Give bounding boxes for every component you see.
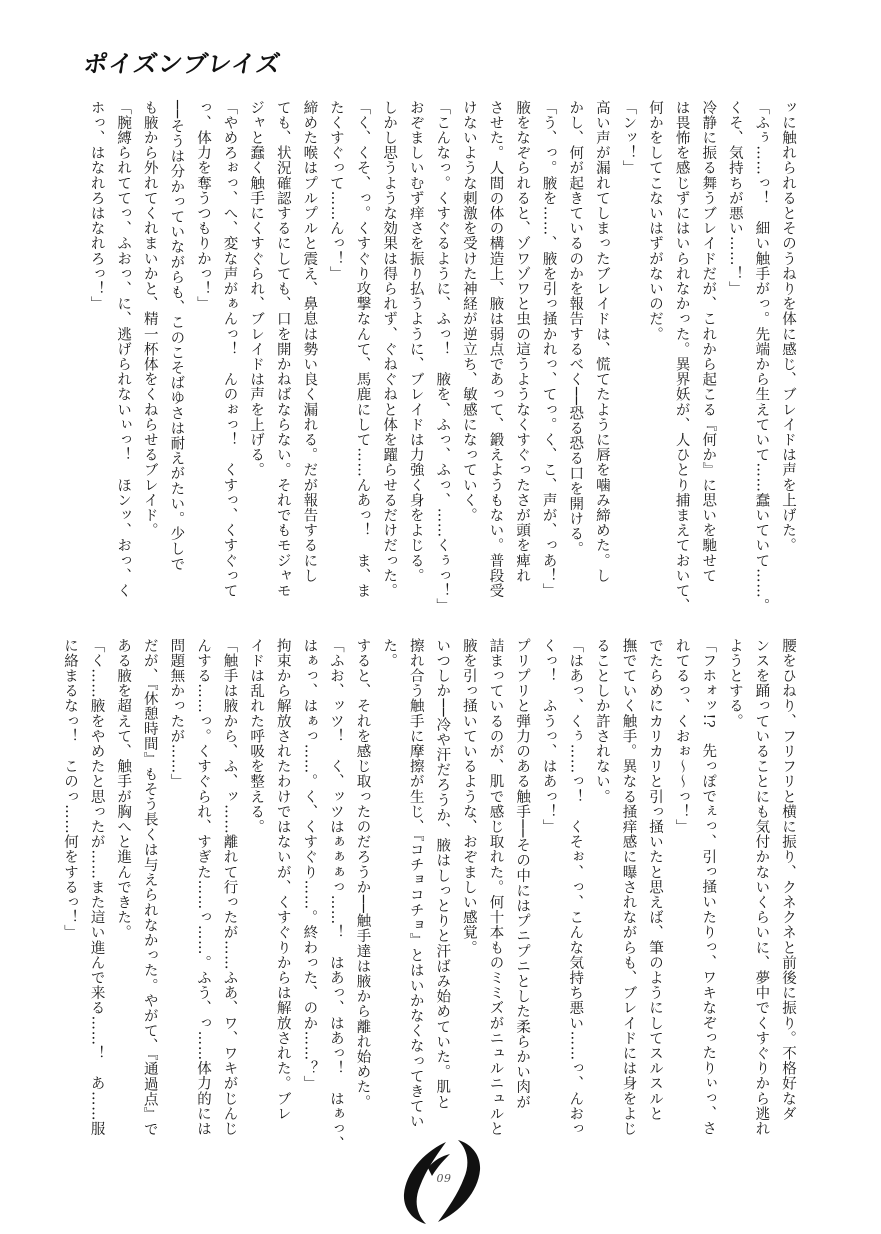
text-line: でたらめにカリカリと引っ掻いたと思えば、筆のようにしてスルスルと [647,638,664,1122]
text-line: ジャと蠢く触手にくすぐられ、ブレイドは声を上げる。 [248,100,265,478]
text-line: くそ、気持ちが悪い……！」 [726,100,743,297]
page-number: 09 [436,1172,452,1185]
text-line: 「触手は腋から、ふ、ッ……離れて行ったが……ふあ、ワ、ワキがじんじ [221,638,238,1137]
text-line: ンスを踊っていることにも気付かないくらいに、夢中でくすぐりから逃れ [753,638,770,1137]
text-line: 腰をひねり、フリフリと横に振り、クネクネと前後に振り。不格好なダ [780,638,796,1122]
text-line: 「う、っ。腋を……、腋を引っ掻かれっ、てっ。く、こ、声が、っあ！」 [540,100,557,599]
text-line: 冷静に振る舞うブレイドだが、これから起こる『何か』に思いを馳せて [700,100,717,584]
text-line: 「フホォッ!? 先っぽでぇっ、引っ掻いたりっ、ワキなぞったりぃっ、さ [700,638,717,1137]
text-line: ても、状況確認するにしても、口を開かねばならない。それでもモジャモ [274,100,291,599]
text-line: んする……っ。くすぐられ、すぎた……っ……。ふう、っ……体力的には [194,638,211,1137]
text-line: 「ンッ！」 [620,100,637,176]
text-line: すると、それを感じ取ったのだろうか──触手達は腋から離れ始めた。 [354,638,371,1110]
text-line: させた。人間の体の構造上、腋は弱点であって、鍛えようもない。普段受 [487,100,504,599]
text-line: 腋をなぞられると、ゾワゾワと虫の這うようなくすぐったさが頭を痺れ [514,100,531,584]
text-line: 「こんなっ。くすぐるように、ふっ！ 腋を、ふっ、ふっ、……くぅっ！」 [434,100,451,614]
text-line: ある腋を超えて、触手が胸へと進んできた。 [115,638,132,940]
text-line: ることしか許されない。 [593,638,610,805]
text-line: 腋を引っ掻いているような、おぞましい感覚。 [460,638,477,956]
text-line: に絡まるなっ！ このっ……何をするっ！」 [61,638,78,940]
text-line: っ、体力を奪うつもりかっ！」 [194,100,211,312]
text-line: はぁっ、はぁっ……。く、くすぐり……。終わった、のか……？」 [301,638,318,1091]
text-line: 「やめろぉっ、へ、変な声がぁんっ！ んのぉっ！ くすっ、くすぐって [221,100,238,599]
text-line: ホっ、はなれろはなれろっ！」 [88,100,105,312]
page-title: ポイズンブレイズ [81,50,283,78]
text-line: ──そうは分かっていながらも、このこそばゆさは耐えがたい。少しで [168,100,185,572]
text-line: たくすぐって……んっ！」 [327,100,344,282]
text-line: も腋から外れてくれまいかと、精一杯体をくねらせるブレイド。 [141,100,158,538]
text-block-lower [61,638,801,1158]
text-line: 「腕縛られててっ、ふおっ、に、逃げられないぃっ！ ほンッ、おっ、く [115,100,132,599]
text-line: 「く……腋をやめたと思ったが……また這い進んで来る……！ あ……服 [88,638,105,1137]
text-line: しかし思うような効果は得られず、ぐねぐねと体を躍らせるだけだった。 [381,100,398,599]
text-line: くっ！ ふうっ、はあっ！」 [540,638,557,835]
text-line: だが、『休憩時間』もそう長くは与えられなかった。やがて、『通過点』で [141,638,158,1137]
text-line: 問題無かったが……」 [168,638,185,789]
text-line: おぞましいむず痒さを振り払うように、ブレイドは力強く身をよじる。 [407,100,424,584]
text-line: かし、何が起きているのかを報告するべく──恐る恐る口を開ける。 [567,100,584,557]
text-line: は畏怖を感じずにはいられなかった。異界妖が、人ひとり捕まえておいて、 [673,100,690,614]
text-line: イドは乱れた呼吸を整える。 [248,638,265,835]
text-line: 撫でていく触手。異なる掻痒感に曝されながらも、ブレイドには身をよじ [620,638,637,1137]
text-line: 拘束から解放されたわけではないが、くすぐりからは解放された。ブレ [274,638,291,1122]
text-line: 詰まっているのが、肌で感じ取れた。何十本ものミミズがニュルニュルと [487,638,504,1137]
text-line: 高い声が漏れてしまったブレイドは、慌てたように唇を噛み締めた。し [593,100,610,584]
text-line: 「ふお、ッツ！ く、ッツはぁぁぁっ……！ はあっ、はあっ！ はぁっ、 [327,638,344,1152]
text-line: れてるっ、くおぉ〜〜っ！」 [673,638,690,835]
text-line: 「く、くそ、っ。くすぐり攻撃なんて、馬鹿にして……んあっ！ ま、ま [354,100,371,599]
text-line: ようとする。 [726,638,743,729]
text-line: プリプリと弾力のある触手──その中にはプニプニとした柔らかい肉が [514,638,531,1110]
text-line: いつしか──冷や汗だろうか、腋はしっとりと汗ばみ始めていた。肌と [434,638,451,1110]
text-line: けないような刺激を受けた神経が逆立ち、敏感になっていく。 [460,100,477,523]
text-line: 何かをしてこないはずがないのだ。 [647,100,664,342]
text-line: 「ふぅ……っ！ 細い触手がっ。先端から生えていて……蠢いていて……。 [753,100,770,614]
text-line: 擦れ合う触手に摩擦が生じ、『コチョコチョ』とはいかなくなってきていた。 [381,638,424,1130]
text-line: 締めた喉はプルプルと震え、鼻息は勢い良く漏れる。だが報告するにし [301,100,318,584]
text-line: 「はあっ、くぅ……っ！ くそぉ、っ、こんな気持ち悪い……っ、んおっ [567,638,584,1137]
text-block-upper [88,100,801,615]
text-line: ッに触れられるとそのうねりを体に感じ、ブレイドは声を上げた。 [780,100,796,553]
